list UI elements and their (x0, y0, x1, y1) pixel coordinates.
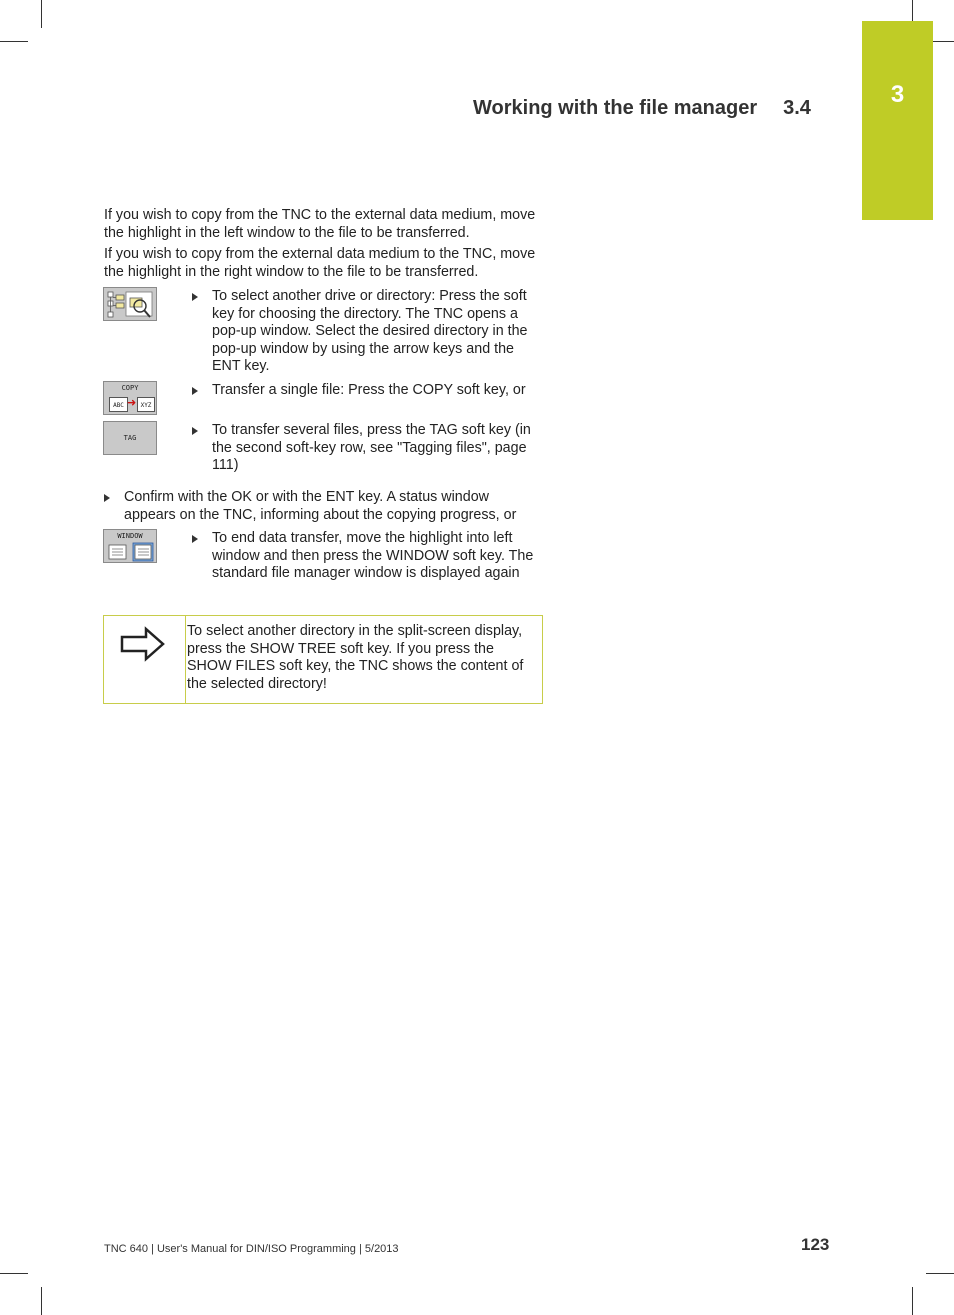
note-box (103, 615, 543, 704)
split-window-icon (104, 542, 156, 562)
running-head (473, 97, 811, 120)
step-tag-several: To transfer several files, press the TAG soft key (in the second soft-key row, see "Tagging files", page 111) (192, 422, 542, 475)
bullet-triangle-icon (104, 494, 110, 502)
crop-mark (41, 1287, 42, 1315)
note-divider (185, 616, 186, 703)
tag-softkey[interactable] (103, 421, 157, 455)
running-head-section: 3.4 (783, 97, 811, 119)
footer-text: TNC 640 | User's Manual for DIN/ISO Programming | 5/2013 (104, 1243, 399, 1255)
chapter-tab (862, 21, 933, 220)
copy-arrow-icon: ➜ (127, 397, 137, 409)
copy-to-box: XYZ (137, 397, 155, 412)
window-softkey[interactable] (103, 529, 157, 563)
arrow-right-icon (120, 626, 166, 662)
crop-mark (912, 1287, 913, 1315)
paragraph-copy-to-external: If you wish to copy from the TNC to the external data medium, move the highlight in the left window to the file to be transferred. (104, 207, 536, 241)
tag-softkey-label: TAG (123, 434, 137, 442)
copy-softkey[interactable] (103, 381, 157, 415)
crop-mark (0, 41, 28, 42)
bullet-triangle-icon (192, 387, 198, 395)
step-select-directory: To select another drive or directory: Press the soft key for choosing the directory. The TNC opens a pop-up window. Select the desired directory in the pop-up window by using the arrow keys and the ENT key. (192, 288, 542, 376)
window-softkey-label: WINDOW (117, 532, 143, 540)
running-head-title: Working with the file manager (473, 97, 758, 119)
page-number: 123 (801, 1235, 830, 1254)
step-confirm: Confirm with the OK or with the ENT key. A status window appears on the TNC, informing about the copying progress, or (104, 489, 544, 524)
bullet-triangle-icon (192, 427, 198, 435)
chapter-number: 3 (890, 81, 905, 108)
directory-softkey[interactable] (103, 287, 157, 321)
bullet-triangle-icon (192, 535, 198, 543)
copy-from-box: ABC (109, 397, 128, 412)
crop-mark (41, 0, 42, 28)
directory-tree-icon (104, 288, 156, 320)
crop-mark (926, 1273, 954, 1274)
crop-mark (0, 1273, 28, 1274)
note-text: To select another directory in the split-screen display, press the SHOW TREE soft key. If you press the SHOW FILES soft key, the TNC shows the content of the selected directory! (187, 623, 524, 692)
step-end-transfer: To end data transfer, move the highlight into left window and then press the WINDOW soft key. The standard file manager window is displayed again (192, 530, 542, 583)
bullet-triangle-icon (192, 293, 198, 301)
paragraph-copy-to-tnc: If you wish to copy from the external data medium to the TNC, move the highlight in the right window to the file to be transferred. (104, 246, 536, 280)
copy-softkey-label: COPY (121, 384, 139, 392)
step-copy-single: Transfer a single file: Press the COPY soft key, or (192, 382, 542, 400)
